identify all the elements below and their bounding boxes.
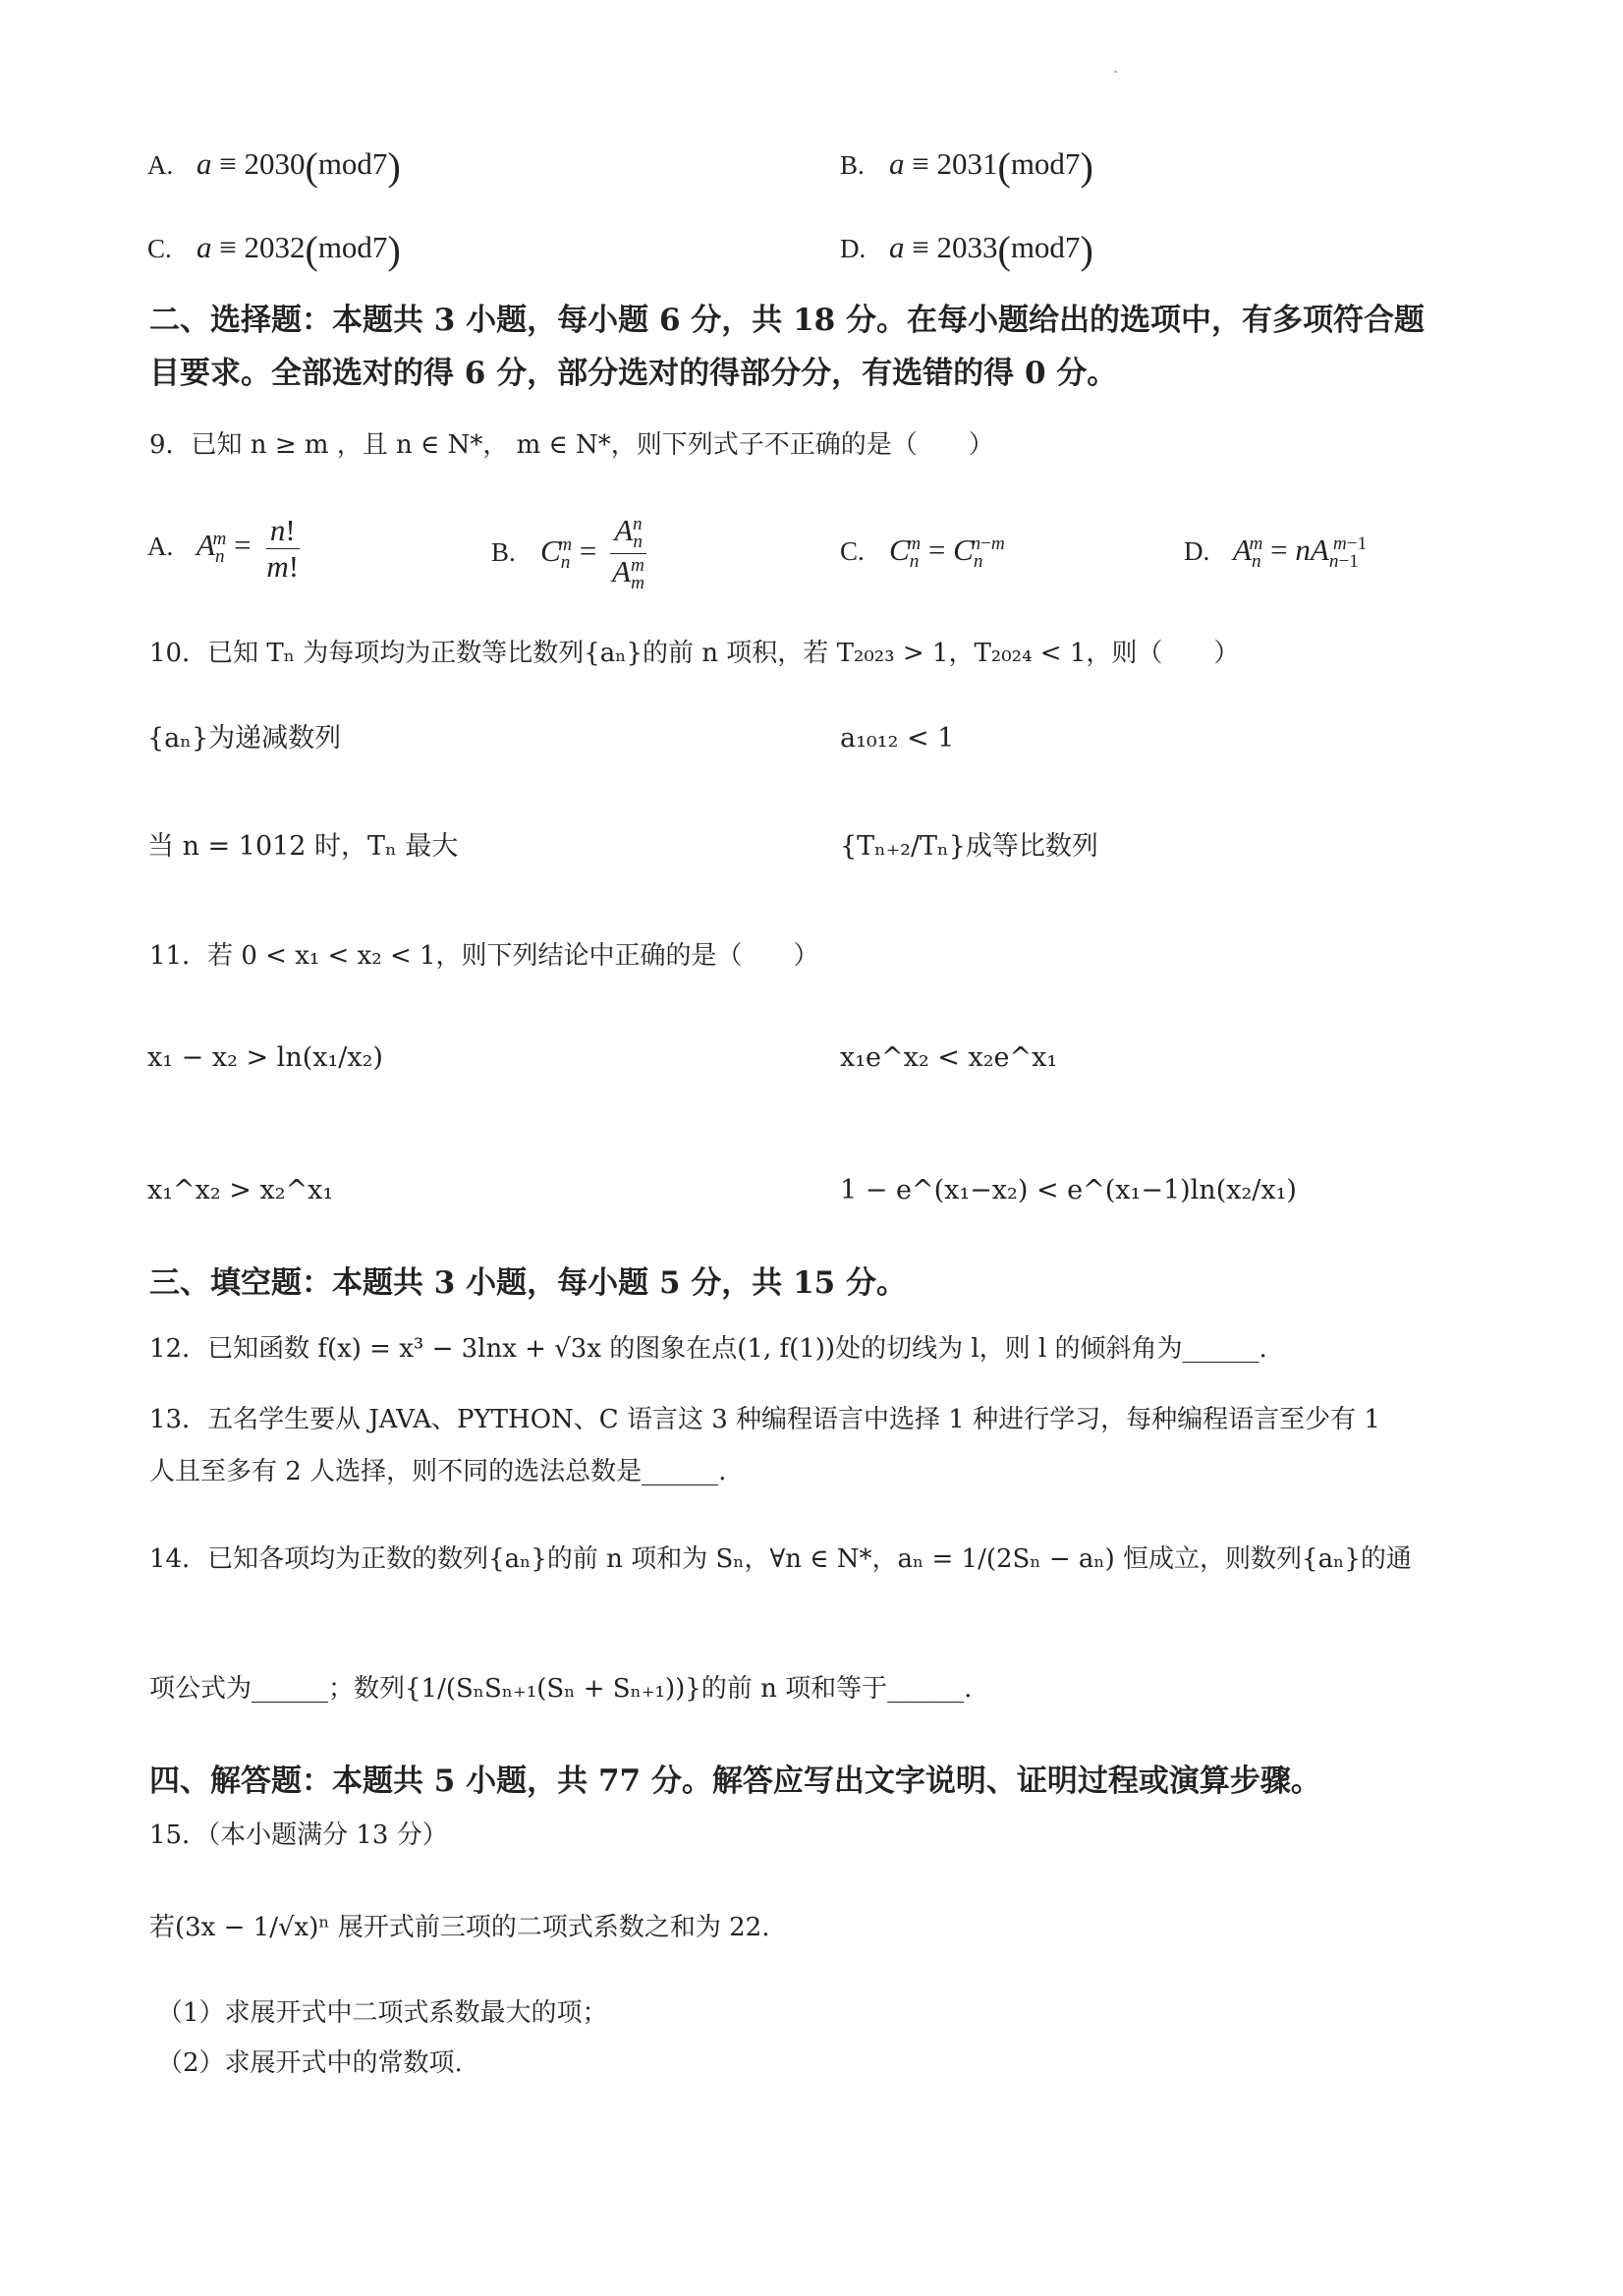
q10-option-a: {aₙ}为递减数列 bbox=[147, 723, 342, 754]
q14-line1: 14．已知各项均为正数的数列{aₙ}的前 n 项和为 Sₙ，∀n ∈ N*，aₙ = 1/(2Sₙ − aₙ) 恒成立，则数列{aₙ}的通 bbox=[149, 1544, 1412, 1574]
q9-stem: 9．已知 n ≥ m ，且 n ∈ N*， m ∈ N*，则下列式子不正确的是（ ） bbox=[149, 430, 994, 460]
q15-part2: （2）求展开式中的常数项. bbox=[157, 2048, 463, 2078]
section2-heading-line1: 二、选择题：本题共 3 小题，每小题 6 分，共 18 分。在每小题给出的选项中，有多项符合题 bbox=[149, 303, 1426, 338]
section4-heading: 四、解答题：本题共 5 小题，共 77 分。解答应写出文字说明、证明过程或演算步骤。 bbox=[149, 1764, 1321, 1799]
q15-stem: 若(3x − 1/√x)ⁿ 展开式前三项的二项式系数之和为 22. bbox=[149, 1913, 770, 1942]
section3-heading: 三、填空题：本题共 3 小题，每小题 5 分，共 15 分。 bbox=[149, 1265, 908, 1301]
q9-option-b-label: B. bbox=[491, 536, 516, 567]
q10-stem: 10．已知 Tₙ 为每项均为正数等比数列{aₙ}的前 n 项积，若 T₂₀₂₃ > 1，T₂₀₂₄ < 1，则（ ） bbox=[149, 639, 1240, 668]
q9-option-a: A. $A_n^m$ = $\frac{n!}{m!}$ bbox=[147, 513, 300, 584]
q9-option-b: B. $C_n^m$ = $\frac{A_n^n}{A_m^m}$ bbox=[491, 513, 644, 594]
q9-option-d-label: D. bbox=[1184, 536, 1210, 567]
q11-stem: 11．若 0 < x₁ < x₂ < 1，则下列结论中正确的是（ ） bbox=[149, 941, 819, 971]
q12-stem: 12．已知函数 f(x) = x³ − 3lnx + √3x 的图象在点(1, f(1))处的切线为 l，则 l 的倾斜角为______. bbox=[149, 1334, 1267, 1364]
q8-option-b: B. a ≡ 2031(mod7) bbox=[840, 144, 1093, 189]
q8-option-a-label: A. bbox=[147, 150, 174, 181]
q10-option-c: 当 n = 1012 时，Tₙ 最大 bbox=[147, 831, 459, 862]
q14-line2: 项公式为______；数列{1/(SₙSₙ₊₁(Sₙ + Sₙ₊₁))}的前 n 项和等于______. bbox=[149, 1674, 973, 1704]
q8-option-c-label: C. bbox=[147, 234, 172, 264]
q8-option-d-label: D. bbox=[840, 234, 867, 264]
q9-option-a-label: A. bbox=[147, 532, 174, 562]
q13-line2: 人且至多有 2 人选择，则不同的选法总数是______. bbox=[149, 1457, 727, 1486]
q9-option-c: C. $C_n^m = C_n^{n-m}$ bbox=[840, 532, 1005, 573]
q8-option-a: A. a ≡ 2030(mod7) bbox=[147, 144, 401, 189]
scan-speck bbox=[1114, 71, 1117, 73]
q15-part1: （1）求展开式中二项式系数最大的项； bbox=[157, 1998, 608, 2028]
q11-option-c: x₁^x₂ > x₂^x₁ bbox=[147, 1175, 334, 1205]
q13-line1: 13．五名学生要从 JAVA、PYTHON、C 语言这 3 种编程语言中选择 1 种进行学习，每种编程语言至少有 1 bbox=[149, 1405, 1380, 1434]
q10-option-b: a₁₀₁₂ < 1 bbox=[840, 723, 955, 754]
q11-option-d: 1 − e^(x₁−x₂) < e^(x₁−1)ln(x₂/x₁) bbox=[840, 1175, 1297, 1205]
q8-option-d: D. a ≡ 2033(mod7) bbox=[840, 228, 1093, 272]
section2-heading-line2: 目要求。全部选对的得 6 分，部分选对的得部分分，有选错的得 0 分。 bbox=[149, 356, 1118, 391]
q15-title: 15．（本小题满分 13 分） bbox=[149, 1820, 448, 1850]
q11-option-a: x₁ − x₂ > ln(x₁/x₂) bbox=[147, 1042, 383, 1073]
q9-option-c-label: C. bbox=[840, 536, 865, 567]
q8-option-c: C. a ≡ 2032(mod7) bbox=[147, 228, 401, 272]
q10-option-d: {Tₙ₊₂/Tₙ}成等比数列 bbox=[840, 831, 1098, 862]
q11-option-b: x₁e^x₂ < x₂e^x₁ bbox=[840, 1042, 1058, 1073]
q9-option-d: D. $A_n^m = nA_{n-1}^{m-1}$ bbox=[1184, 532, 1368, 573]
q8-option-b-label: B. bbox=[840, 150, 865, 181]
